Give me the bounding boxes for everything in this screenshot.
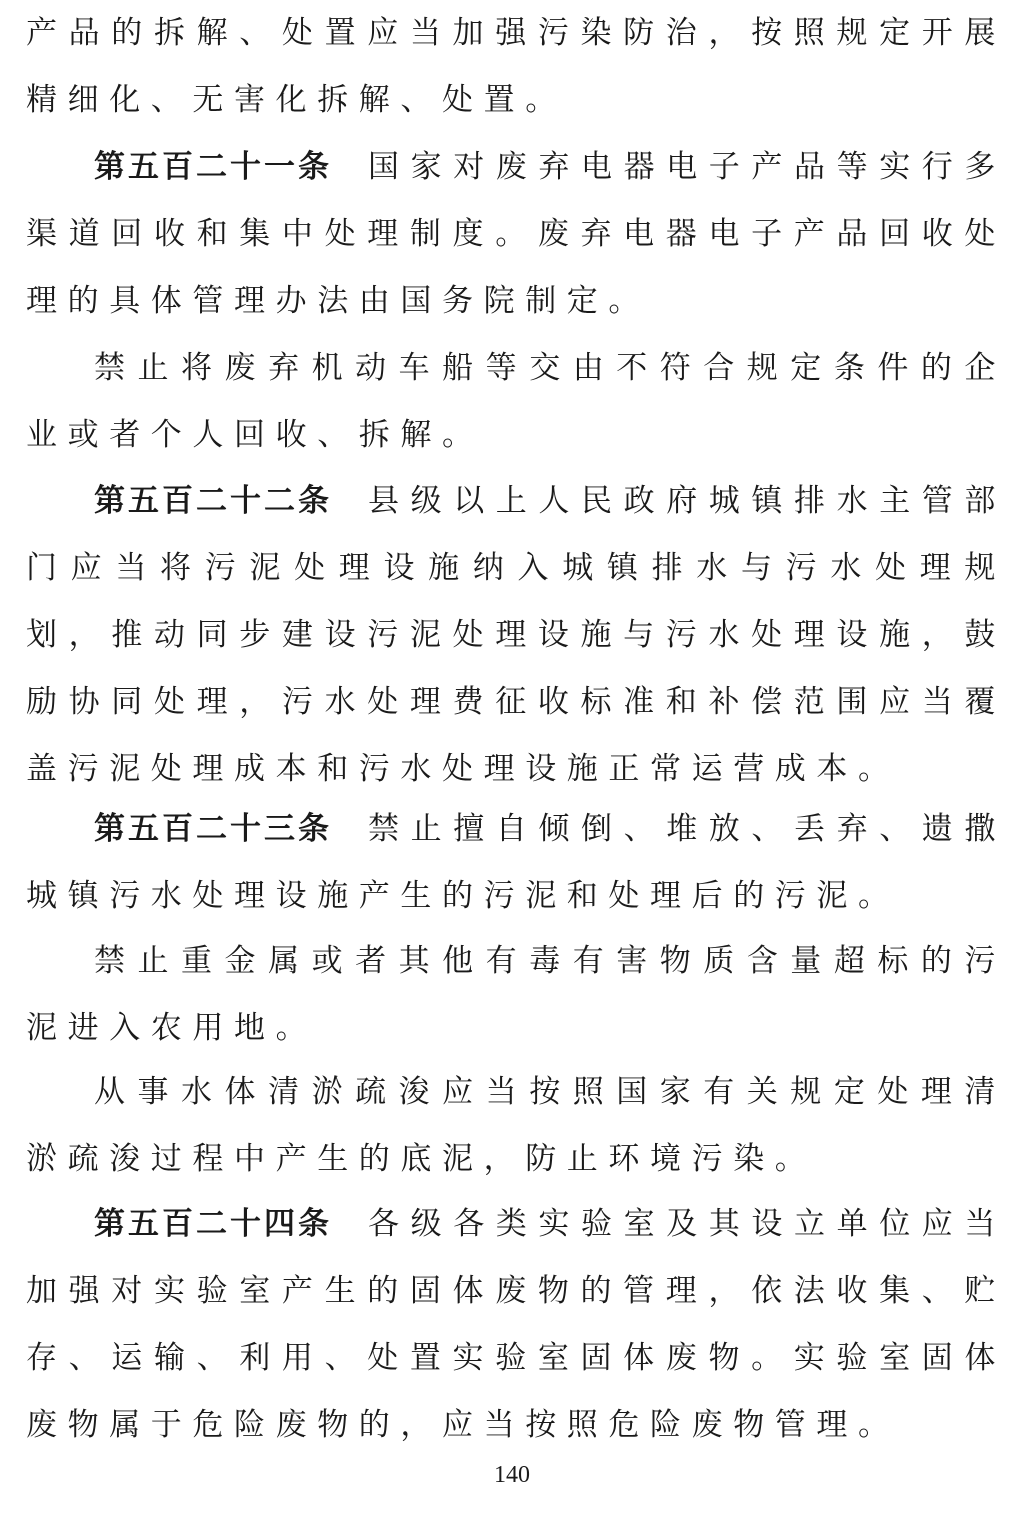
article-title: 第五百二十一条 bbox=[94, 149, 332, 185]
paragraph-text: 禁止重金属或者其他有毒有害物质含量超标的污泥进入农用地。 bbox=[26, 943, 1006, 1046]
page-number: 140 bbox=[494, 1462, 530, 1488]
paragraph-text: 县级以上人民政府城镇排水主管部门应当将污泥处理设施纳入城镇排水与污水处理规划，推动同步建设污泥处理设施与污水处理设施，鼓励协同处理，污水处理费征收标准和补偿范围应当覆盖污泥处理成本和污水处理设施正常运营成本。 bbox=[26, 483, 1006, 787]
paragraph-text: 禁止擅自倾倒、堆放、丢弃、遗撒城镇污水处理设施产生的污泥和处理后的污泥。 bbox=[26, 811, 1006, 914]
article-523-paragraph-3 bbox=[26, 1059, 1006, 1193]
paragraph-continuation bbox=[26, 0, 1006, 134]
article-522 bbox=[26, 468, 1006, 803]
paragraph-text: 从事水体清淤疏浚应当按照国家有关规定处理清淤疏浚过程中产生的底泥，防止环境污染。 bbox=[26, 1074, 1006, 1177]
article-title: 第五百二十二条 bbox=[94, 483, 332, 519]
paragraph-text: 国家对废弃电器电子产品等实行多渠道回收和集中处理制度。废弃电器电子产品回收处理的具体管理办法由国务院制定。 bbox=[26, 149, 1006, 319]
article-523-paragraph-2 bbox=[26, 928, 1006, 1062]
article-title: 第五百二十三条 bbox=[94, 811, 332, 847]
article-524 bbox=[26, 1191, 1006, 1459]
paragraph-text: 禁止将废弃机动车船等交由不符合规定条件的企业或者个人回收、拆解。 bbox=[26, 350, 1006, 453]
article-521 bbox=[26, 134, 1006, 335]
article-523 bbox=[26, 796, 1006, 930]
paragraph-text: 各级各类实验室及其设立单位应当加强对实验室产生的固体废物的管理，依法收集、贮存、运输、利用、处置实验室固体废物。实验室固体废物属于危险废物的，应当按照危险废物管理。 bbox=[26, 1206, 1006, 1443]
paragraph-text: 产品的拆解、处置应当加强污染防治，按照规定开展精细化、无害化拆解、处置。 bbox=[26, 15, 1006, 118]
article-title: 第五百二十四条 bbox=[94, 1206, 332, 1242]
article-521-paragraph-2 bbox=[26, 335, 1006, 469]
